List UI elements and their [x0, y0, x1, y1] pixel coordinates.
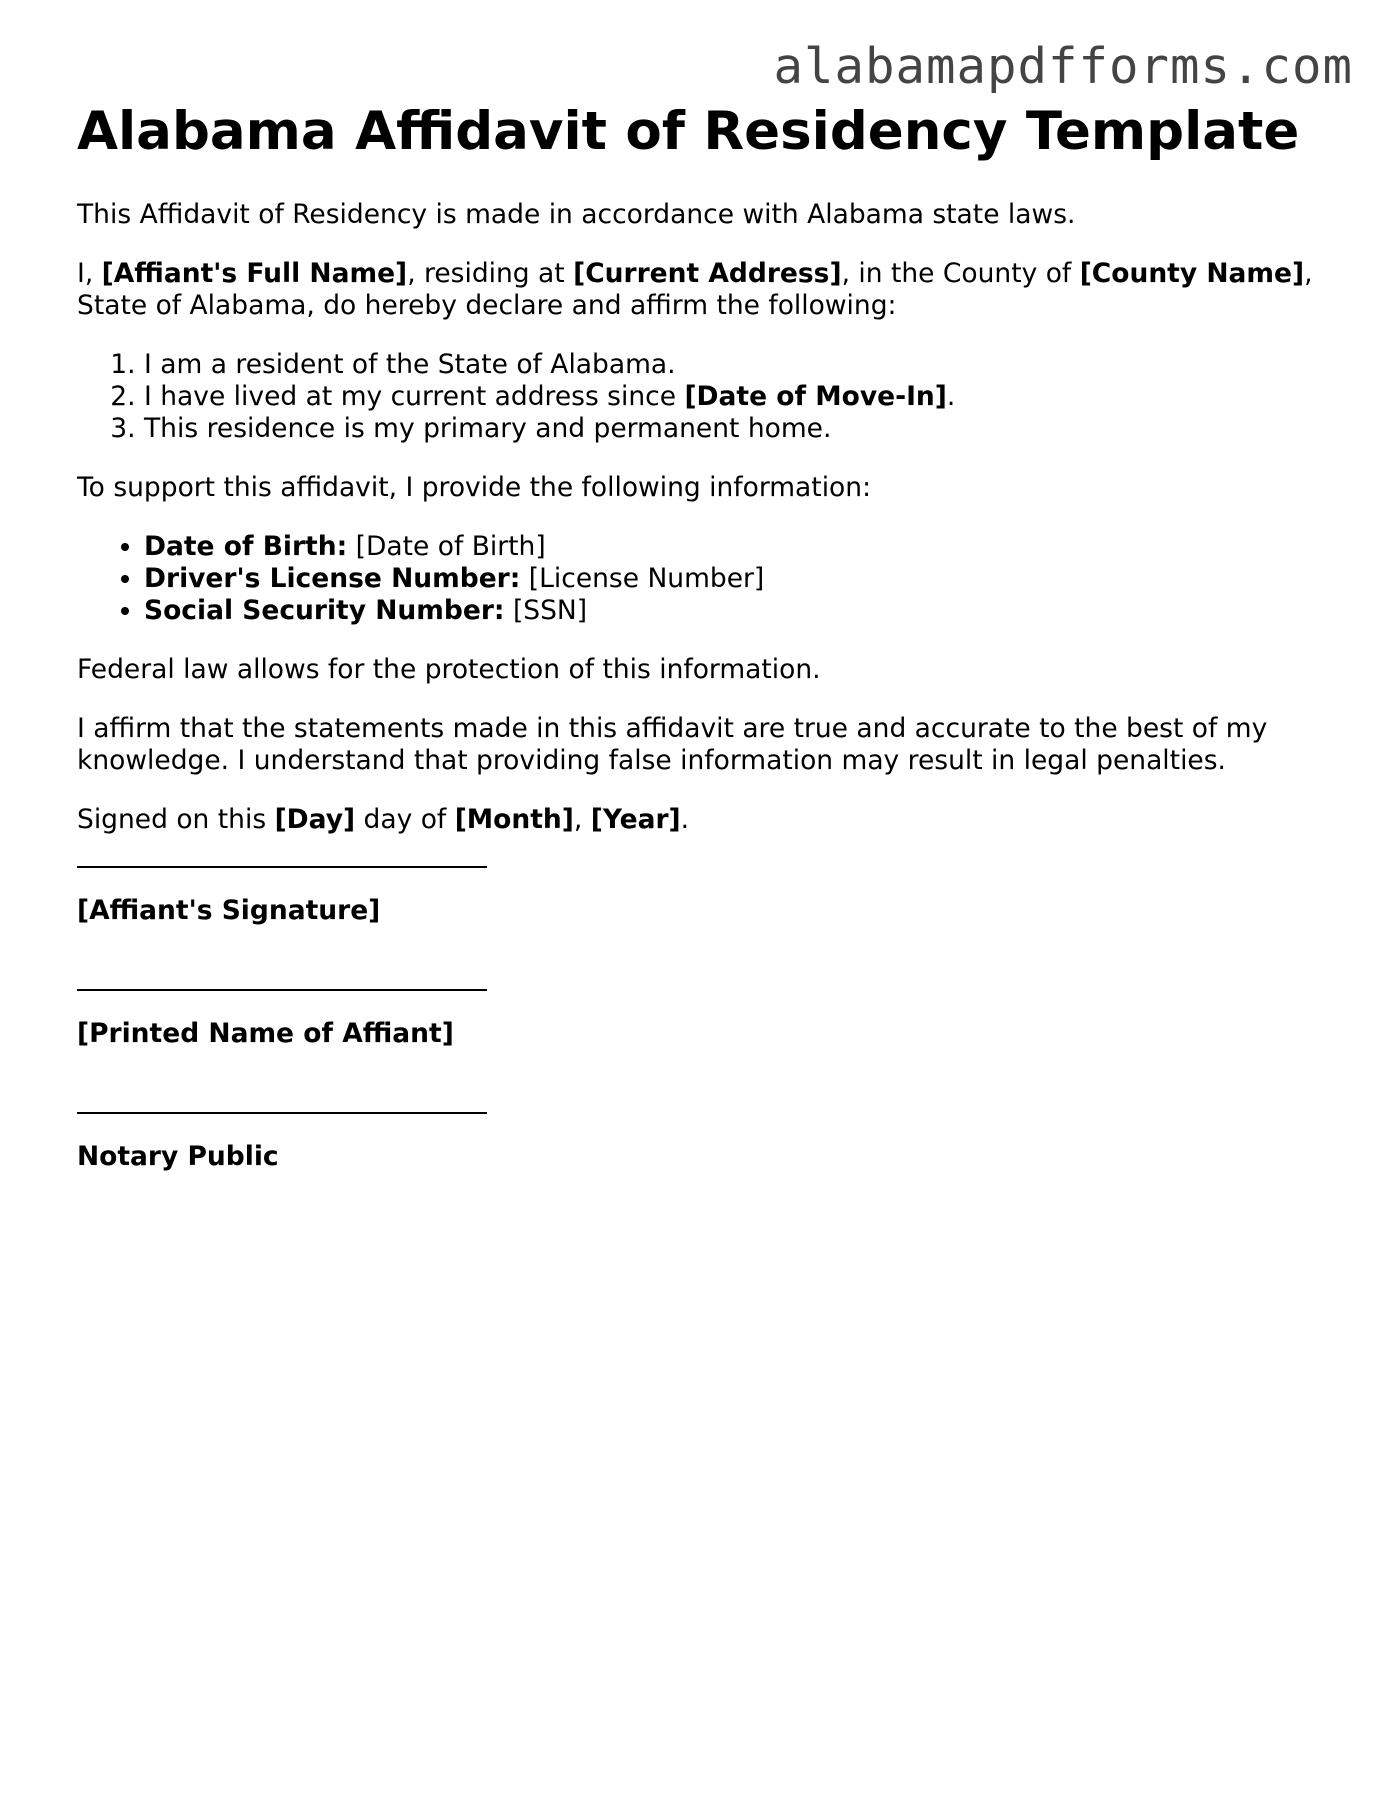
watermark: alabamapdfforms.com: [773, 38, 1353, 95]
move-in-date-placeholder: [Date of Move-In]: [684, 381, 947, 412]
printed-name-label: [Printed Name of Affiant]: [77, 1018, 454, 1049]
info-label: Driver's License Number:: [144, 563, 521, 594]
statements-list: [77, 349, 1327, 445]
info-label: Social Security Number:: [144, 595, 505, 626]
affirmation-paragraph: I affirm that the statements made in this affidavit are true and accurate to the best of my knowledge. I understand that providing false information may result in legal penalties.: [77, 713, 1268, 776]
support-intro: To support this affidavit, I provide the following information:: [77, 472, 871, 503]
month-placeholder: [Month]: [454, 804, 574, 835]
current-address-placeholder: [Current Address]: [573, 258, 842, 289]
signature-block: [77, 866, 1327, 1173]
affiant-signature-line[interactable]: [77, 866, 487, 868]
notary-signature-line[interactable]: [77, 1112, 487, 1114]
info-list: [77, 531, 1327, 627]
page-title: Alabama Affidavit of Residency Template: [77, 101, 1300, 162]
info-value: [SSN]: [512, 595, 588, 626]
list-item: 3. This residence is my primary and permanent home.: [144, 413, 1327, 445]
list-item: [144, 595, 1327, 627]
info-value: [License Number]: [528, 563, 765, 594]
document-body: [77, 100, 1327, 1235]
affiant-name-placeholder: [Affiant's Full Name]: [101, 258, 408, 289]
declaration-paragraph: I, [Affiant's Full Name], residing at [Current Address], in the County of [County Name], State of Alabama, do hereby declare and affirm the following:: [77, 258, 1313, 321]
list-item: [144, 563, 1327, 595]
year-placeholder: [Year]: [590, 804, 681, 835]
notary-label: Notary Public: [77, 1141, 279, 1172]
list-item: 2. I have lived at my current address since [Date of Move-In].: [144, 381, 1327, 413]
day-placeholder: [Day]: [274, 804, 356, 835]
info-label: Date of Birth:: [144, 531, 348, 562]
federal-note: Federal law allows for the protection of this information.: [77, 654, 821, 685]
intro-paragraph: This Affidavit of Residency is made in accordance with Alabama state laws.: [77, 199, 1076, 230]
county-name-placeholder: [County Name]: [1079, 258, 1305, 289]
printed-name-line[interactable]: [77, 989, 487, 991]
info-value: [Date of Birth]: [355, 531, 546, 562]
affiant-signature-label: [Affiant's Signature]: [77, 895, 381, 926]
signed-date-line: Signed on this [Day] day of [Month], [Year].: [77, 804, 690, 835]
list-item: 1. I am a resident of the State of Alabama.: [144, 349, 1327, 381]
list-item: [144, 531, 1327, 563]
